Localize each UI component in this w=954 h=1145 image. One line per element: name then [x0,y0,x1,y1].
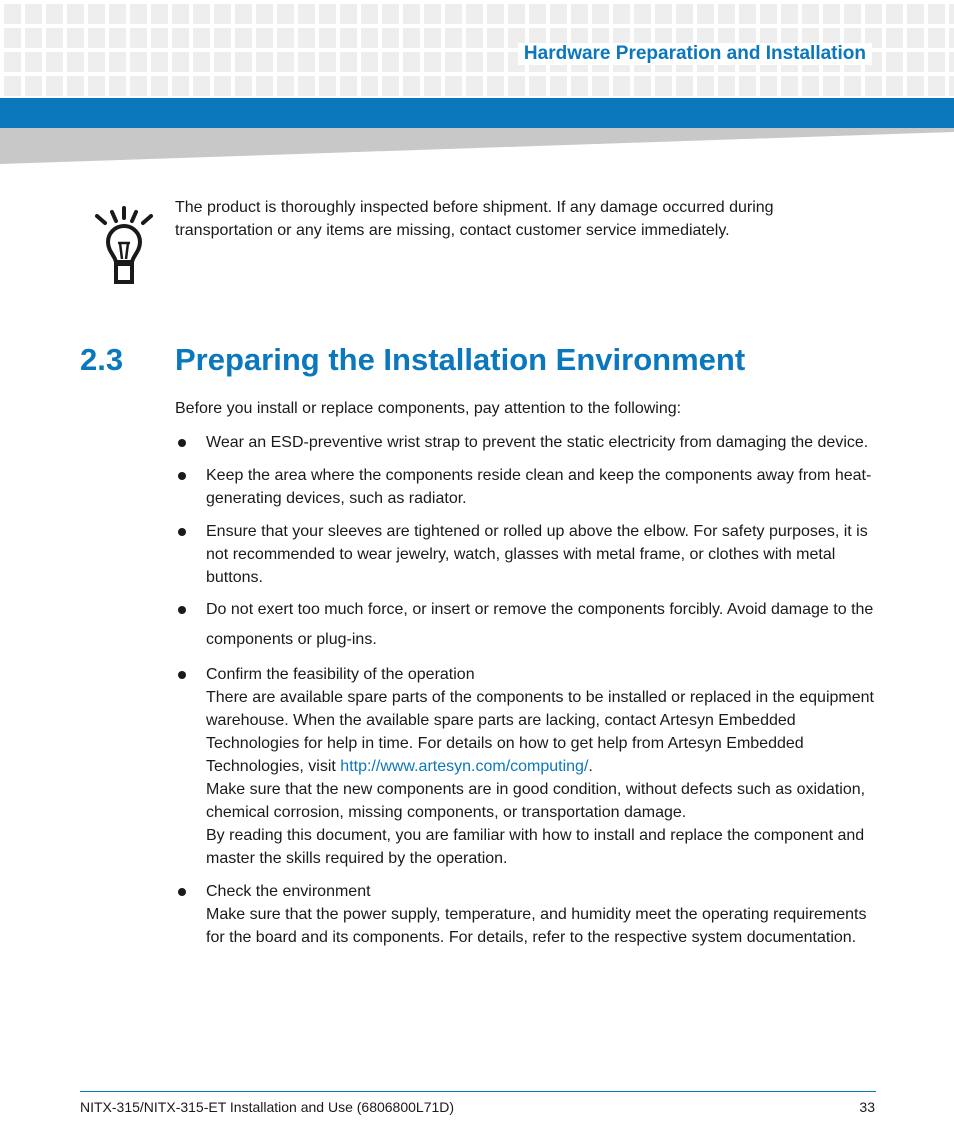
list-item-paragraph: Make sure that the power supply, temperature, and humidity meet the operating requirements for the board and its components. For details, refer to the respective system documentation. [206,906,867,946]
list-item [175,431,880,454]
list-item-text: Wear an ESD-preventive wrist strap to prevent the static electricity from damaging the device. [206,434,869,451]
bullet-dot [178,606,186,614]
list-item-paragraph: By reading this document, you are familiar with how to install and replace the component and master the skills required by the operation. [206,827,865,867]
bullet-dot [178,528,186,536]
precautions-list [175,431,880,959]
section-title: Preparing the Installation Environment [175,342,746,377]
footer-rule [80,1091,876,1092]
paragraph-text: There are available spare parts of the components to be installed or replaced in the equipment warehouse. When the available spare parts are lacking, contact Artesyn Embedded Technologies for help in time. For details on how to get help from Artesyn Embedded Technologies, visit [206,689,874,775]
list-item-heading: Confirm the feasibility of the operation [206,666,475,683]
bullet-dot [178,671,186,679]
footer-document-title: NITX-315/NITX-315-ET Installation and Use (6806800L71D) [80,1099,455,1115]
bullet-dot [178,439,186,447]
note-text: The product is thoroughly inspected before shipment. If any damage occurred during transportation or any items are missing, contact customer service immediately. [175,199,774,239]
list-item-paragraph [206,686,880,778]
lightbulb-icon [92,204,156,286]
list-item [175,595,880,655]
page-number: 33 [859,1099,875,1115]
bullet-dot [178,472,186,480]
list-item [175,520,880,589]
list-item-text: Ensure that your sleeves are tightened or rolled up above the elbow. For safety purposes, it is not recommended to wear jewelry, watch, glasses with metal frame, or clothes with metal buttons. [206,523,868,586]
section-intro: Before you install or replace components, pay attention to the following: [175,400,682,417]
chapter-title: Hardware Preparation and Installation [518,43,872,65]
list-item-text: Do not exert too much force, or insert or remove the components forcibly. Avoid damage to the components or plug-ins. [206,601,874,648]
section-number: 2.3 [80,342,124,377]
header-blue-band [0,98,954,128]
list-item [175,880,880,949]
list-item [175,464,880,510]
list-item-paragraph: Make sure that the new components are in good condition, without defects such as oxidation, chemical corrosion, missing components, or transportation damage. [206,781,866,821]
list-item [175,663,880,870]
artesyn-computing-link[interactable]: http://www.artesyn.com/computing/ [340,758,589,775]
header-gray-wedge [0,128,954,164]
paragraph-text-end: . [588,758,593,775]
list-item-text: Keep the area where the components reside clean and keep the components away from heat-generating devices, such as radiator. [206,467,872,507]
list-item-heading: Check the environment [206,883,371,900]
bullet-dot [178,888,186,896]
